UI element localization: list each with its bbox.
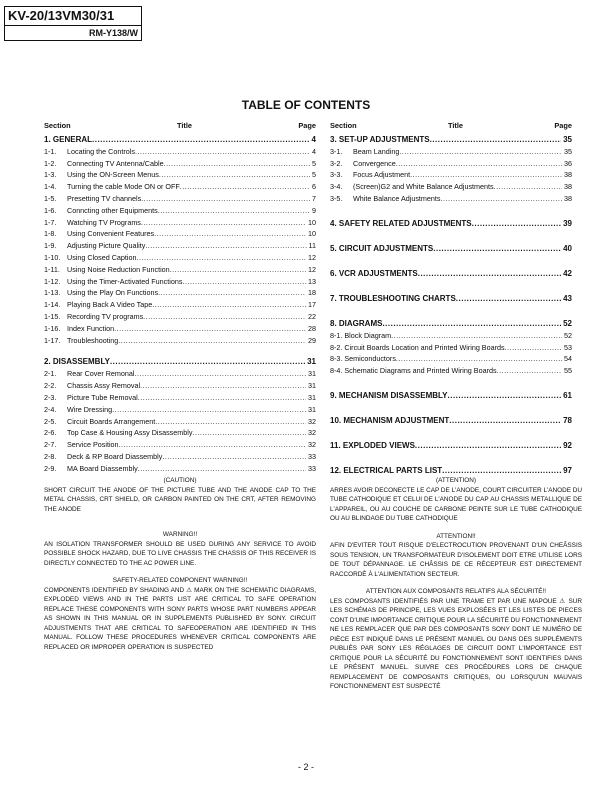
toc-item-label: Index Function [67, 323, 115, 333]
toc-item-number: 1-12. [44, 276, 61, 286]
toc-section-vcr: 6. VCR ADJUSTMENTS ..... 42 [330, 267, 572, 280]
toc-section-circuit: 5. CIRCUIT ADJUSTMENTS ..... 40 [330, 242, 572, 255]
toc-item-page: 32 [308, 416, 316, 426]
toc-item [44, 264, 316, 276]
toc-item-page: 31 [308, 404, 316, 414]
toc-item-number: 1-9. [44, 241, 57, 251]
toc-item-page: 36 [564, 158, 572, 168]
toc-item [44, 252, 316, 264]
toc-item-number: 2-9. [44, 463, 57, 473]
toc-item-number: 2-4. [44, 404, 57, 414]
toc-item-label: Adjusting Picture Quality [67, 241, 146, 251]
safety-warning-text: COMPONENTS IDENTIFIED BY SHADING AND ⚠ MARK ON THE SCHEMATIC DIAGRAMS, EXPLODED VIEWS AND IN THE PARTS LIST ARE CRITICAL TO SAFE OPERATION REPLACE THESE COMPONENTS WITH SONY PARTS WHOSE PART NUMBERS APPEAR AS SHOWN IN THIS MANUAL OR IN SUPPLEMENTS PUBLISHED BY SONY. CIRCUIT ADJUSTMENTS THAT ARE CRITICAL TO SAFEOPERATION ARE IDENTIFIED IN THIS MANUAL. FOLLOW THESE PROCEDURES WHENEVER CRITICAL COMPONENTS ARE REPLACED OR IMPROPER OPERATION IS SUSPECTED [44, 586, 316, 651]
toc-item-page: 28 [308, 323, 316, 333]
toc-section-disassembly: 2. DISASSEMBLY ..... 31 [44, 355, 316, 368]
toc-item-page: 12 [308, 264, 316, 274]
toc-item-number: 2-7. [44, 440, 57, 450]
toc-item [44, 287, 316, 299]
toc-item [44, 240, 316, 252]
toc-left-column [44, 120, 316, 475]
toc-item-page: 7 [312, 193, 316, 203]
toc-header-right [330, 120, 572, 132]
toc-disassembly-items [44, 368, 316, 474]
toc-section-general: 1. GENERAL ..... 4 [44, 133, 316, 146]
toc-item-label: Using Noise Reduction Function [67, 264, 170, 274]
toc-item-number: 1-10. [44, 252, 61, 262]
page-title: TABLE OF CONTENTS [241, 98, 371, 112]
toc-item-page: 29 [308, 335, 316, 345]
toc-item-page: 31 [308, 369, 316, 379]
toc-item [44, 439, 316, 451]
toc-item [330, 158, 572, 170]
toc-general-items [44, 146, 316, 347]
toc-right-column [330, 120, 572, 477]
toc-item [44, 451, 316, 463]
toc-item-number: 1-2. [44, 158, 57, 168]
toc-item [44, 217, 316, 229]
toc-item-number: 1-1. [44, 146, 57, 156]
page-heading: Page [298, 121, 316, 130]
toc-item-label: Chassis Assy Removal [67, 381, 141, 391]
toc-item-label: MA Board Diassembly [67, 463, 138, 473]
toc-section-troubleshooting: 7. TROUBLESHOOTING CHARTS ..... 43 [330, 292, 572, 305]
toc-item-label: White Balance Adjustments [353, 193, 441, 203]
toc-item-label: Locating the Controls [67, 146, 135, 156]
toc-item-page: 33 [308, 463, 316, 473]
toc-item [44, 427, 316, 439]
title-heading-right: Title [447, 121, 464, 130]
notice-french [330, 476, 582, 692]
page-number: - 2 - [297, 762, 314, 772]
toc-setup-items [330, 146, 572, 205]
toc-item-page: 6 [312, 182, 316, 192]
toc-item-number: 1-6. [44, 205, 57, 215]
toc-item-label: Playing Back A Video Tape [67, 300, 153, 310]
warning-text: AN ISOLATION TRANSFORMER SHOULD BE USED DURING ANY SERVICE TO AVOID POSSIBLE SHOCK HAZARD, DUE TO LIVE CHASSIS THE CHASSIS OF THIS RECEIVER IS DIRECTLY CONNECTED TO THE AC POWER LINE. [44, 540, 316, 567]
toc-item [330, 353, 572, 365]
toc-item-label: Watching TV Programs [67, 217, 141, 227]
toc-item [44, 404, 316, 416]
toc-item-label: Using Convenient Features [67, 229, 155, 239]
toc-item-page: 32 [308, 428, 316, 438]
toc-item [330, 193, 572, 205]
attention2-text: AFIN D'EVITER TOUT RISQUE D'ELECTROCUTION PROVENANT D'UN CHEÂSSIS SOUS TENSION, UN TRANSFORMATEUR D'ISOLEMENT DOIT ETRE UTILISE LORS DE TOUT DÉPANNAGE. LE CHÂSSIS DE CE RÉCEPTEUR EST DIRECTEMENT RACCORDÉ À L'ALIMENTATION SECTEUR. [330, 542, 582, 578]
toc-item-number: 3-2. [330, 158, 343, 168]
toc-section-safety: 4. SAFETY RELATED ADJUSTMENTS ..... 39 [330, 217, 572, 230]
toc-item-page: 53 [564, 342, 572, 352]
toc-item-page: 5 [312, 158, 316, 168]
remote-model: RM-Y138/W [88, 28, 138, 38]
toc-header [44, 120, 316, 132]
toc-item [44, 205, 316, 217]
toc-item-number: 1-16. [44, 323, 61, 333]
toc-item-number: 2-6. [44, 428, 57, 438]
toc-item-label: 8-4. Schematic Diagrams and Printed Wiring Boards [330, 366, 497, 376]
toc-item-page: 38 [564, 182, 572, 192]
notice-english [44, 476, 316, 652]
attention-title: (ATTENTION) [436, 477, 476, 484]
toc-item-page: 54 [564, 354, 572, 364]
toc-item-number: 2-1. [44, 369, 57, 379]
toc-item-label: Using the ON-Screen Menus [67, 170, 159, 180]
toc-item-label: Presetting TV channels [67, 193, 142, 203]
toc-item-label: Using the Timer-Activated Functions [67, 276, 183, 286]
safety-warning-title: SAFETY-RELATED COMPONENT WARNING!! [112, 577, 248, 584]
toc-item-page: 10 [308, 229, 316, 239]
toc-item-page: 33 [308, 451, 316, 461]
toc-diagram-items [330, 330, 572, 377]
toc-item-page: 11 [308, 241, 316, 251]
toc-section-mech-disassembly: 9. MECHANISM DISASSEMBLY ..... 61 [330, 389, 572, 402]
toc-item-number: 1-13. [44, 288, 61, 298]
toc-item-label: Conncting other Equipments [67, 205, 158, 215]
toc-item [330, 169, 572, 181]
toc-item [44, 146, 316, 158]
toc-item-label: Connecting TV Antenna/Cable [67, 158, 164, 168]
toc-item [44, 380, 316, 392]
toc-item-page: 32 [308, 440, 316, 450]
toc-item-label: Rear Cover Remonal [67, 369, 135, 379]
toc-item-label: Picture Tube Removal [67, 392, 138, 402]
toc-item-page: 17 [308, 300, 316, 310]
toc-item-label: Circuit Boards Arrangement [67, 416, 156, 426]
toc-item-page: 31 [308, 392, 316, 402]
toc-item-number: 1-4. [44, 182, 57, 192]
toc-item-label: Convergence [353, 158, 396, 168]
title-heading: Title [176, 121, 193, 130]
attention2-title: ATTENTION!! [436, 532, 476, 540]
toc-item [44, 392, 316, 404]
caution-text: SHORT CIRCUIT THE ANODE OF THE PICTURE TUBE AND THE ANODE CAP TO THE METAL CHASSIS, CRT SHIELD, OR CARBON PAINTED ON THE CRT, AFTER REMOVING THE ANODE [44, 486, 316, 513]
toc-item-label: 8-3. Semiconductors [330, 354, 396, 364]
toc-item-label: 8-2. Circuit Boards Location and Printed Wiring Boards [330, 342, 505, 352]
toc-item-number: 2-5. [44, 416, 57, 426]
toc-item [44, 181, 316, 193]
toc-section-mech-adjustment: 10. MECHANISM ADJUSTMENT ..... 78 [330, 414, 572, 427]
toc-item-label: Using the Play On Functions [67, 288, 159, 298]
toc-item [44, 158, 316, 170]
toc-item [44, 228, 316, 240]
toc-item [44, 311, 316, 323]
toc-item-page: 4 [312, 146, 316, 156]
model-number: KV-20/13VM30/31 [5, 7, 141, 26]
toc-item [44, 169, 316, 181]
toc-item-label: Beam Landing [353, 146, 400, 156]
toc-item-page: 31 [308, 381, 316, 391]
toc-item-number: 3-1. [330, 146, 343, 156]
toc-item-number: 1-11. [44, 264, 60, 274]
toc-item [44, 193, 316, 205]
toc-section-setup: 3. SET-UP ADJUSTMENTS ..... 35 [330, 133, 572, 146]
warning-title: WARNING!! [162, 531, 198, 538]
toc-section-diagrams: 8. DIAGRAMS ..... 52 [330, 317, 572, 330]
toc-item-number: 1-14. [44, 300, 61, 310]
toc-item [330, 365, 572, 377]
toc-item [44, 335, 316, 347]
caution-title: (CAUTION) [163, 477, 197, 484]
toc-item-page: 18 [308, 288, 316, 298]
toc-item-page: 52 [564, 330, 572, 340]
toc-item-number: 1-15. [44, 311, 61, 321]
toc-item-label: 8-1. Block Diagram [330, 330, 392, 340]
toc-item [330, 146, 572, 158]
toc-item-label: Focus Adjustment [353, 170, 411, 180]
components-text: LES COMPOSANTS IDENTIFIÉS PAR UNE TRAME ET PAR UNE MAPOUE ⚠ SUR LES SCHÉMAS DE PRINCIPE, LES VUES EXPLOSÉES ET LES LISTES DE PIECES CONT D'UNE IMPORTANCE CRITIQUE POUR LA SÉCURITÉ DU FONCTIONNEMENT NE LES REMPLACER QUE PAR DES COMPOSANTS SONY DONT LE NUMÉRO DE PIÈCE EST INDIQUÉ DANS LE PRÉSENT MANUEL OU DANS DES SUPPLÉMENTS PUBLIÉS PAR SONY LES RÉGLAGES DE CIRCUIT DONT L'IMPORTANCE EST CRITIQUE POUR LA SÉCURITÉ DU FONCTIONNEMENT SONT IDENTIFIES DANS LE PRÉSENT MANUEL. SUIVRE CES PROCÉDURES LORS DE CHAQUE REMPLACEMENT DE COMPOSANTS CRITIQUES, OU LORSQU'UN MAUVAIS FONCTIONNEMENT EST SUSPECTÉ [330, 597, 582, 690]
section-heading: Section [44, 121, 71, 130]
toc-section-parts-list: 12. ELECTRICAL PARTS LIST ..... 97 [330, 464, 572, 477]
page-heading-right: Page [554, 121, 572, 130]
toc-item-page: 9 [312, 205, 316, 215]
toc-item-page: 35 [564, 146, 572, 156]
toc-item [330, 181, 572, 193]
toc-item-number: 2-2. [44, 381, 57, 391]
toc-item-page: 5 [312, 170, 316, 180]
toc-item-label: Top Case & Housing Assy Disassembly [67, 428, 193, 438]
toc-item [44, 276, 316, 288]
toc-item [44, 416, 316, 428]
toc-item-label: Service Position [67, 440, 119, 450]
toc-item [330, 330, 572, 342]
toc-item-number: 2-3. [44, 392, 57, 402]
toc-item [44, 299, 316, 311]
toc-item-number: 1-17. [44, 335, 61, 345]
toc-item-label: Troubleshooting [67, 335, 119, 345]
components-title: ATTENTION AUX COMPOSANTS RELATIFS ALA SÉCURITÉ!! [365, 588, 547, 595]
attention-text: ARRES AVOIR DECONECTE LE CAP DE L'ANODE, COURT CIRCUITER L'ANODE DU TUBE CATHODIQUE ET CELUI DE L'ANODE DU CAP AU CHASSIS METALLIQUE DE L'APPAREIL, OU AU COUCHE DE CARBONE PEINTE SUR LE TUBE CATHODIQUE OU AU BLINDAGE DU TUBE CATHODIQUE [330, 486, 582, 522]
toc-item [44, 323, 316, 335]
toc-item-number: 3-4. [330, 182, 343, 192]
toc-item-number: 3-3. [330, 170, 343, 180]
toc-item [44, 463, 316, 475]
toc-item [330, 342, 572, 354]
toc-item-page: 38 [564, 170, 572, 180]
toc-item-number: 1-5. [44, 193, 57, 203]
toc-item-label: Using Closed Caption [67, 252, 137, 262]
toc-item-label: Wire Dressing [67, 404, 113, 414]
toc-item-page: 22 [308, 311, 316, 321]
toc-item-label: Recording TV programs [67, 311, 144, 321]
toc-section-exploded: 11. EXPLODED VIEWS ..... 92 [330, 439, 572, 452]
toc-item-number: 1-8. [44, 229, 57, 239]
toc-item-number: 2-8. [44, 451, 57, 461]
toc-item-page: 12 [308, 252, 316, 262]
toc-item-label: (Screen)G2 and White Balance Adjustments [353, 182, 494, 192]
toc-item [44, 368, 316, 380]
toc-item-label: Turning the cable Mode ON or OFF [67, 182, 180, 192]
toc-item-label: Deck & RP Board Diassembly [67, 451, 163, 461]
toc-item-page: 38 [564, 193, 572, 203]
toc-item-page: 10 [308, 217, 316, 227]
toc-item-number: 1-3. [44, 170, 57, 180]
toc-item-page: 13 [308, 276, 316, 286]
toc-item-number: 1-7. [44, 217, 57, 227]
model-header [4, 6, 142, 41]
toc-item-page: 55 [564, 366, 572, 376]
section-heading-right: Section [330, 121, 357, 130]
toc-item-number: 3-5. [330, 193, 343, 203]
